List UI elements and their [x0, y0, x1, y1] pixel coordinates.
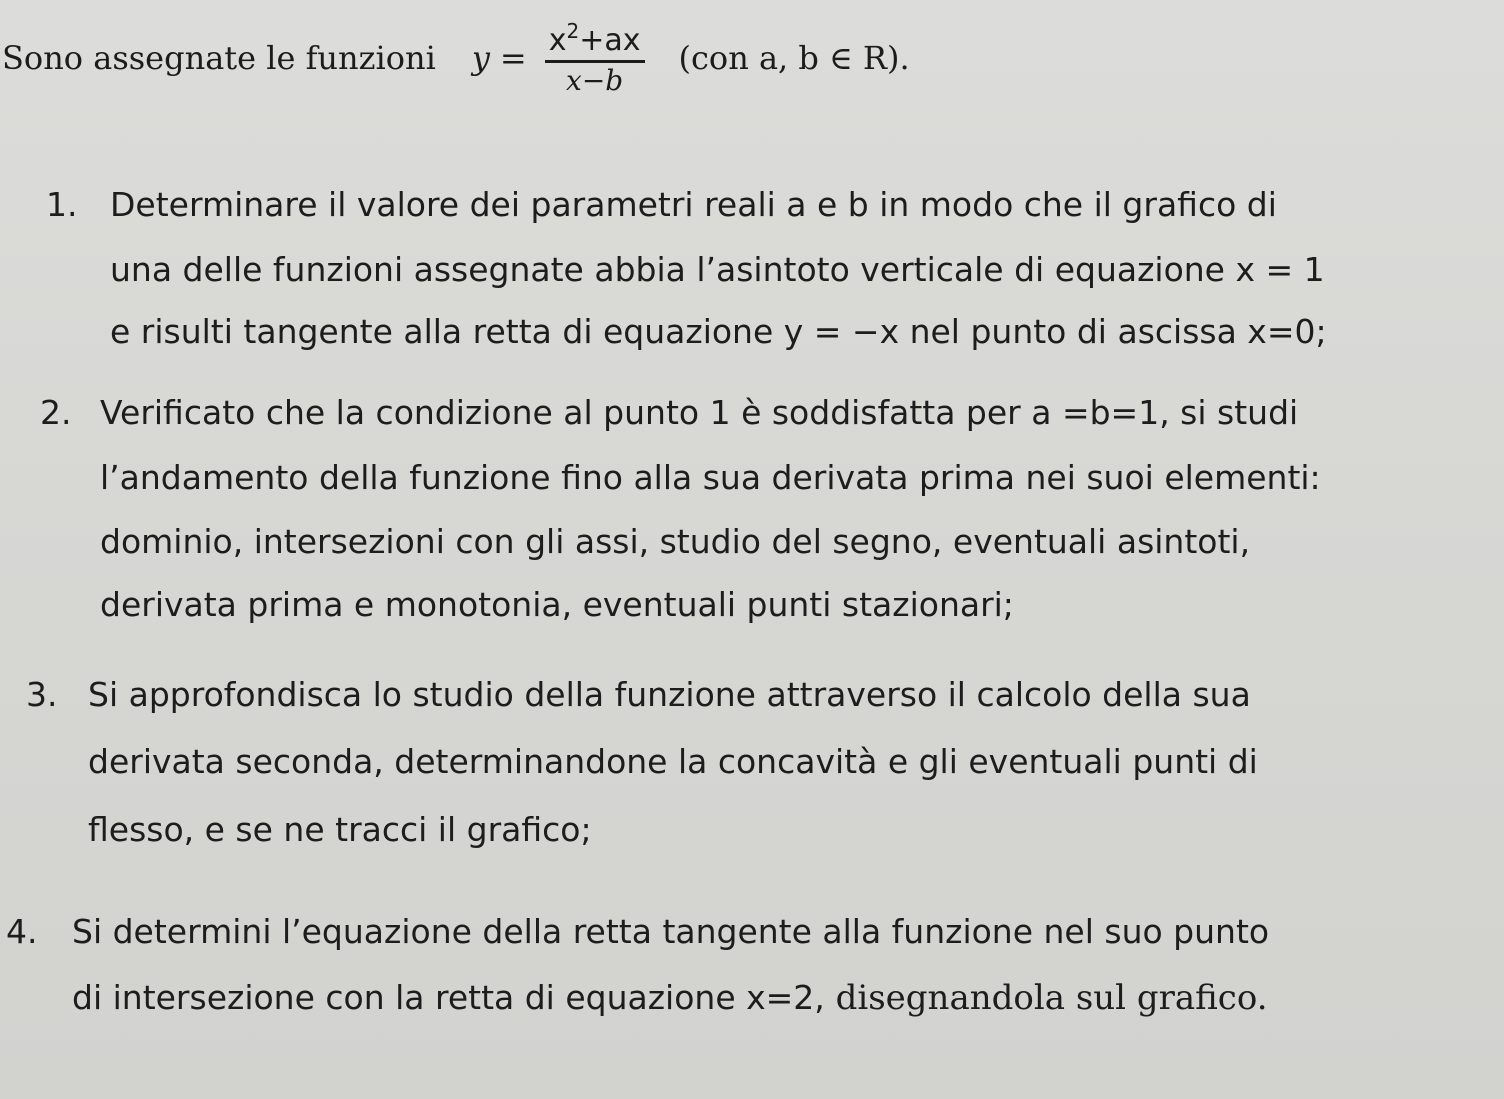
item-line: Verificato che la condizione al punto 1 è soddisfatta per a =b=1, si studi: [100, 393, 1299, 432]
item-line-with-tail: [72, 978, 1268, 1018]
item-number: 3.: [26, 675, 58, 714]
item-line: Si determini l’equazione della retta tangente alla funzione nel suo punto: [72, 912, 1270, 951]
item-line: Determinare il valore dei parametri reali a e b in modo che il grafico di: [110, 185, 1277, 224]
numerator-exponent: 2: [566, 19, 580, 43]
item-number: 4.: [6, 912, 38, 951]
item-line: derivata prima e monotonia, eventuali punti stazionari;: [100, 585, 1014, 624]
numerator-base: x: [548, 23, 567, 58]
fraction-denominator: x−b: [566, 64, 624, 97]
item-number: 2.: [40, 393, 72, 432]
item-line: di intersezione con la retta di equazione x=2,: [72, 978, 825, 1017]
item-line: e risulti tangente alla retta di equazione y = −x nel punto di ascissa x=0;: [110, 312, 1327, 351]
item-line: Si approfondisca lo studio della funzione attraverso il calcolo della sua: [88, 675, 1251, 714]
parameter-condition: (con a, b ∈ R).: [678, 39, 910, 77]
item-line: l’andamento della funzione fino alla sua derivata prima nei suoi elementi:: [100, 458, 1321, 497]
item-line: una delle funzioni assegnate abbia l’asintoto verticale di equazione x = 1: [110, 250, 1325, 289]
item-line: derivata seconda, determinandone la concavità e gli eventuali punti di: [88, 742, 1258, 781]
item-line: flesso, e se ne tracci il grafico;: [88, 810, 592, 849]
intro-text: Sono assegnate le funzioni: [2, 39, 436, 77]
item-number: 1.: [46, 185, 78, 224]
fraction-numerator: [545, 21, 645, 60]
numerator-rest: +ax: [579, 23, 641, 58]
equals-sign: =: [499, 39, 527, 77]
intro-statement: [2, 18, 910, 98]
function-fraction: [545, 21, 645, 95]
item-line-tail: disegnandola sul grafico.: [824, 978, 1268, 1018]
function-y: y: [471, 39, 490, 77]
item-line: dominio, intersezioni con gli assi, studio del segno, eventuali asintoti,: [100, 522, 1251, 561]
